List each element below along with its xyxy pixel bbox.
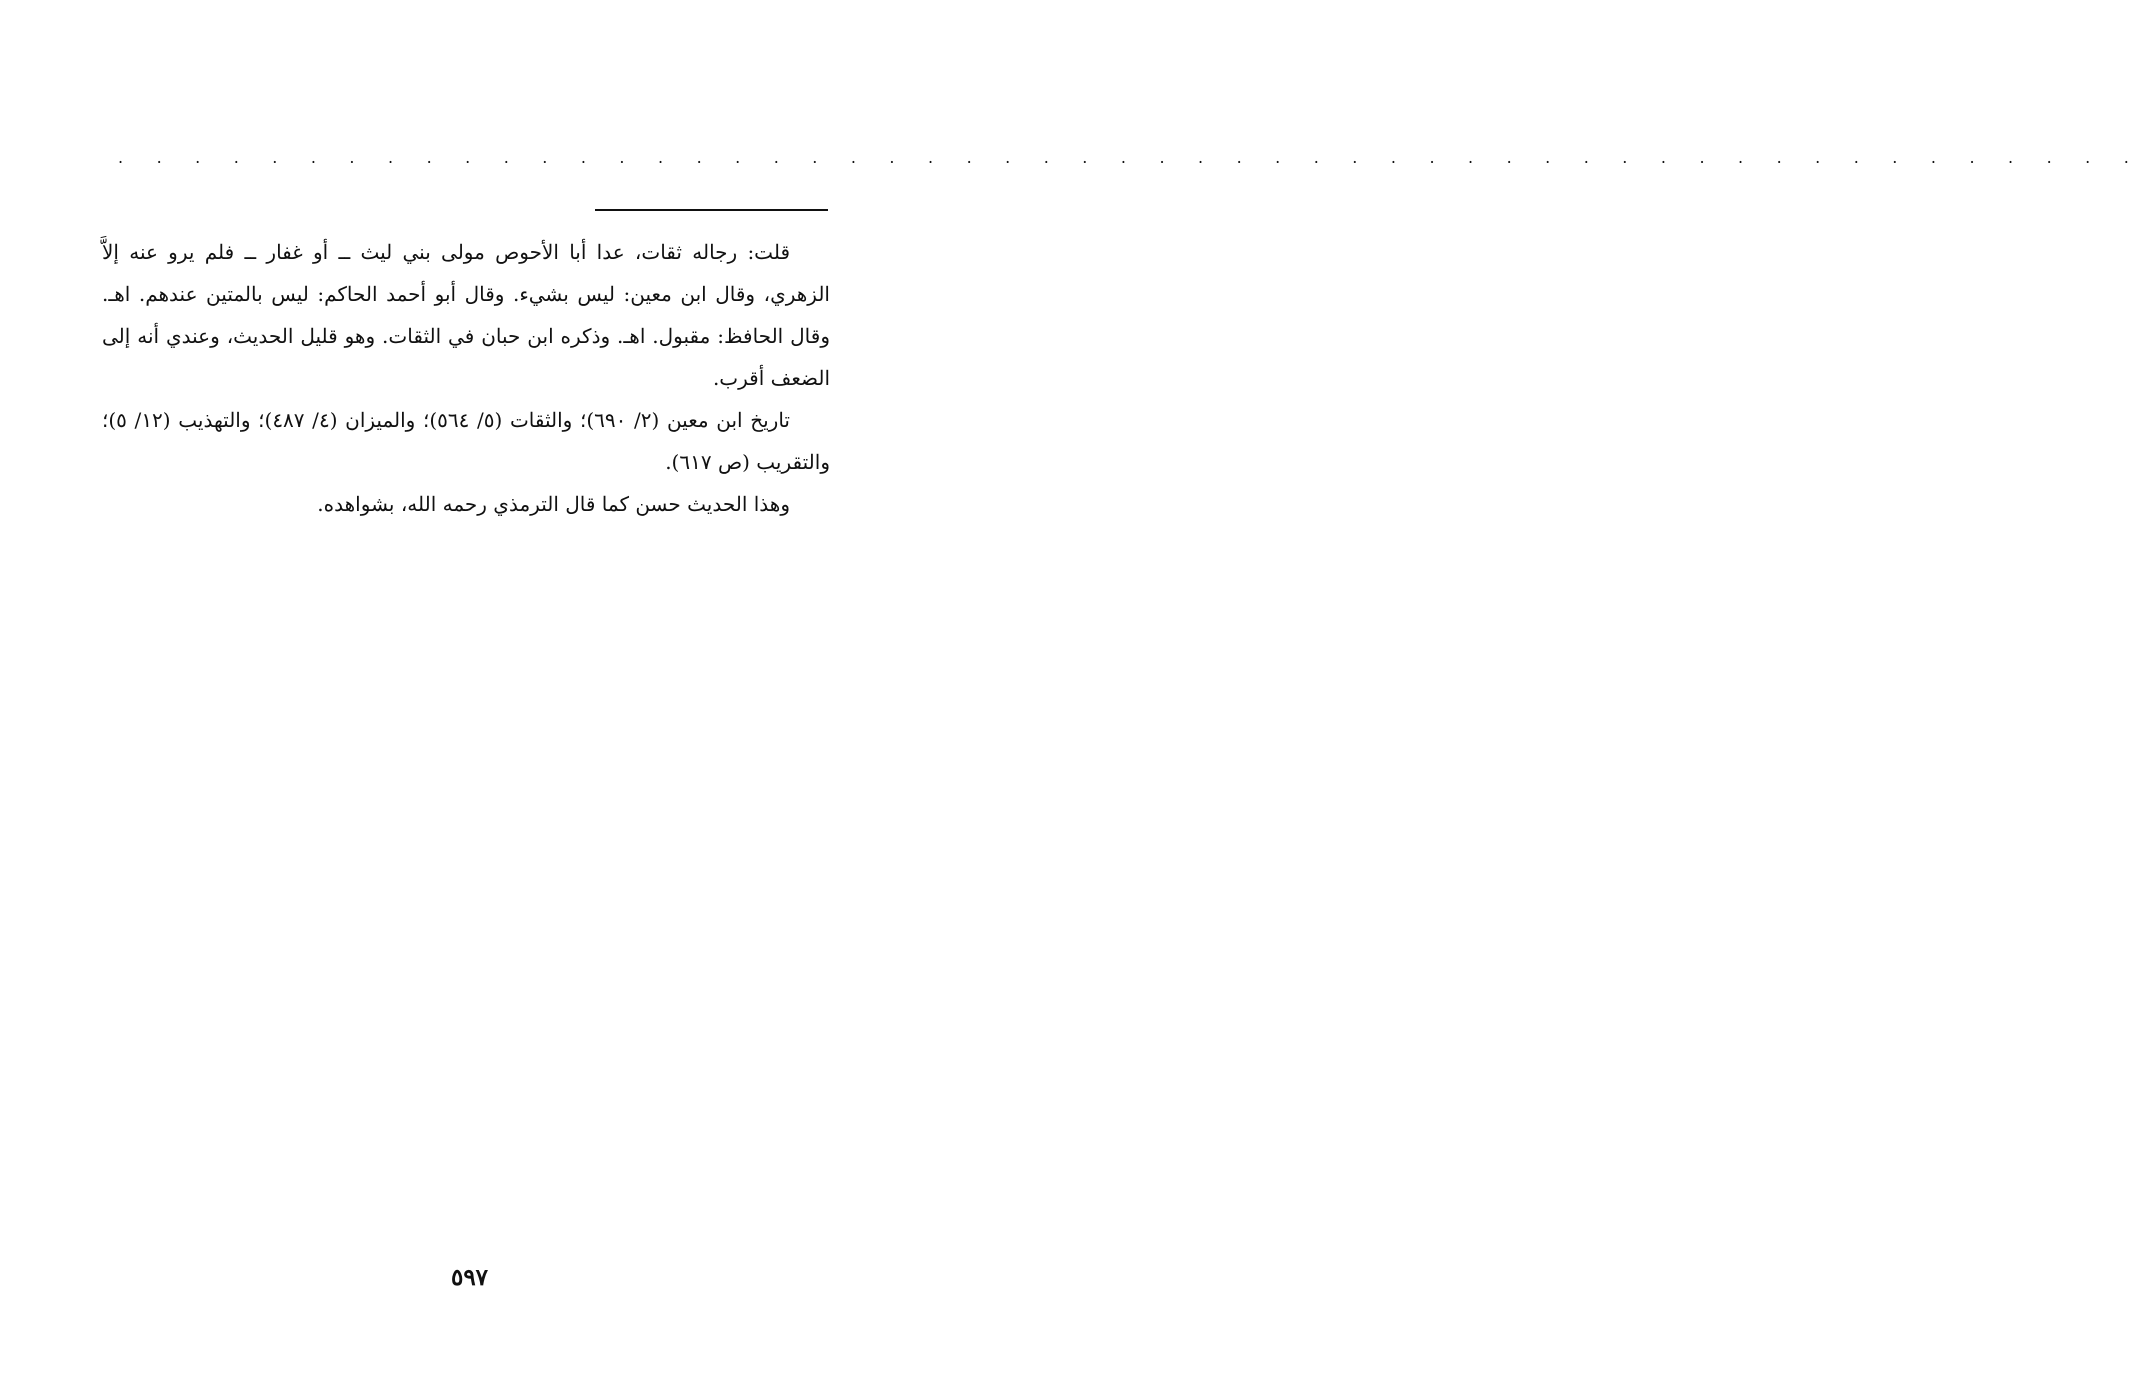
- footnote-paragraph-narrators: قلت: رجاله ثقات، عدا أبا الأحوص مولى بني ليث ــ أو غفار ــ فلم يرو عنه إلاَّ الزهري، وقال ابن معين: ليس بشيء. وقال أبو أحمد الحاكم: ليس بالمتين عندهم. اهـ. وقال الحافظ: مقبول. اهـ. وذكره ابن حبان في الثقات. وهو قليل الحديث، وعندي أنه إلى الضعف أقرب.: [102, 240, 830, 390]
- footnote-paragraph-ruling: وهذا الحديث حسن كما قال الترمذي رحمه الله، بشواهده.: [317, 492, 790, 516]
- dotted-separator: . . . . . . . . . . . . . . . . . . . . . . . . . . . . . . . . . . . . . . . . . . . . . . . . . . . . .: [118, 148, 2143, 167]
- page-number: ٥٩٧: [450, 1264, 489, 1291]
- footnote-rule: [595, 209, 828, 211]
- footnote-paragraph-references: تاريخ ابن معين (٢/ ٦٩٠)؛ والثقات (٥/ ٥٦٤)؛ والميزان (٤/ ٤٨٧)؛ والتهذيب (١٢/ ٥)؛ والتقريب (ص ٦١٧).: [102, 408, 830, 474]
- footnote-block: [102, 231, 830, 525]
